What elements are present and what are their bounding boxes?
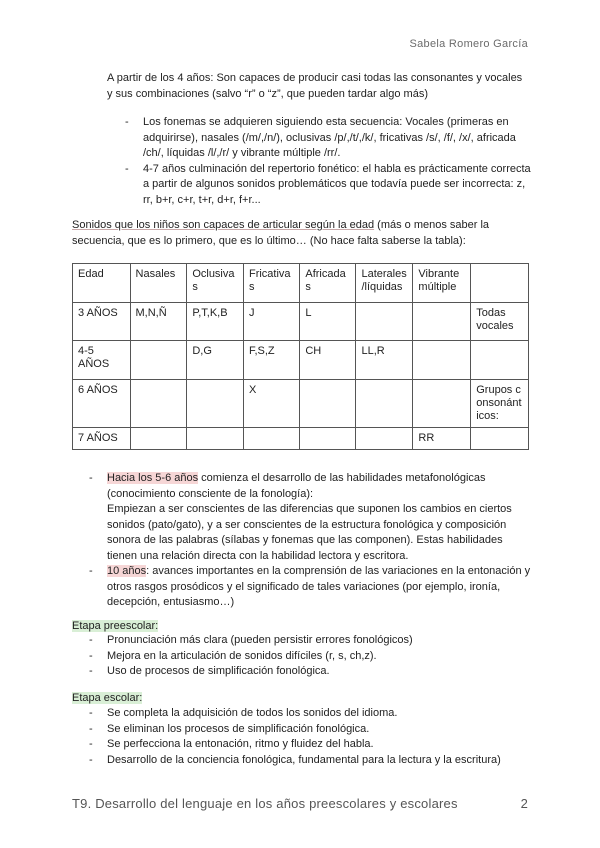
table-cell	[243, 428, 299, 450]
list-item	[107, 564, 532, 611]
table-cell	[471, 428, 529, 450]
sounds-table	[72, 263, 529, 450]
table-row	[73, 341, 529, 380]
header-cell: Laterales /líquidas	[356, 264, 413, 303]
school-list	[107, 706, 527, 768]
list-item: - Pronunciación más clara (pueden persistir errores fonológicos)	[107, 633, 527, 649]
list-text: comienza el desarrollo de las habilidades metafonológicas (conocimiento consciente de la fonología):	[107, 472, 486, 500]
table-cell: CH	[300, 341, 356, 380]
preschool-list	[107, 633, 527, 680]
list-text: : avances importantes en la comprensión de las variaciones en la entonación y otros rasgos prosódicos y el significado de tales variaciones (por ejemplo, ironía, decepción, entusiasmo…)	[107, 565, 531, 608]
table-cell	[413, 303, 471, 341]
sounds-section-title	[72, 218, 532, 249]
list-item: - Desarrollo de la conciencia fonológica, fundamental para la lectura y la escritura)	[107, 753, 527, 769]
table-cell: 7 AÑOS	[73, 428, 131, 450]
preschool-title-text: Etapa preescolar:	[72, 620, 159, 632]
table-cell: 4-5 AÑOS	[73, 341, 131, 380]
table-cell: J	[243, 303, 299, 341]
table-cell	[130, 380, 187, 428]
school-title-text: Etapa escolar:	[72, 692, 143, 704]
list-item: - Se perfecciona la entonación, ritmo y fluidez del habla.	[107, 737, 527, 753]
list-item: - 4-7 años culminación del repertorio fonético: el habla es prácticamente correcta a partir de algunos sonidos problemáticos que todavía puede ser incorrecta: z, rr, b+r, c+r, t+r, d+r, f+r...	[143, 162, 531, 209]
list-item: - Mejora en la articulación de sonidos difíciles (r, s, ch,z).	[107, 649, 527, 665]
footer-title: T9. Desarrollo del lenguaje en los años preescolares y escolares	[72, 796, 458, 811]
metaphonological-list	[107, 471, 532, 611]
list-item: - Se eliminan los procesos de simplificación fonológica.	[107, 722, 527, 738]
page-number: 2	[520, 796, 528, 811]
list-item: - Los fonemas se adquieren siguiendo esta secuencia: Vocales (primeras en adquirirse), nasales (/m/,/n/), oclusivas /p/,/t/,/k/, fricativas /s/, /f/, /x/, africada /ch/, líquidas /l/,/r/ y vibrante múltiple /rr/.	[143, 115, 531, 162]
table-cell: 3 AÑOS	[73, 303, 131, 341]
table-cell: X	[243, 380, 299, 428]
header-cell: Vibrante múltiple	[413, 264, 471, 303]
table-cell	[187, 428, 244, 450]
table-cell	[356, 428, 413, 450]
table-cell: Grupos consonánticos:	[471, 380, 529, 428]
table-cell: D,G	[187, 341, 244, 380]
intro-paragraph: A partir de los 4 años: Son capaces de producir casi todas las consonantes y vocales y sus combinaciones (salvo “r” o “z”, que pueden tardar algo más)	[107, 72, 523, 100]
table-cell	[130, 341, 187, 380]
table-cell	[187, 380, 244, 428]
table-cell: L	[300, 303, 356, 341]
table-row	[73, 380, 529, 428]
table-cell: M,N,Ñ	[130, 303, 187, 341]
table-cell: F,S,Z	[243, 341, 299, 380]
list-item: - Uso de procesos de simplificación fonológica.	[107, 664, 527, 680]
age-highlight: Hacia los 5-6 años	[107, 472, 199, 484]
page-footer	[72, 796, 528, 811]
header-cell: Nasales	[130, 264, 187, 303]
header-cell: Fricativas	[243, 264, 299, 303]
table-header-row	[73, 264, 529, 303]
table-cell: P,T,K,B	[187, 303, 244, 341]
author-header: Sabela Romero García	[409, 38, 528, 50]
table-cell	[356, 380, 413, 428]
table-cell: RR	[413, 428, 471, 450]
school-title	[72, 691, 142, 707]
table-row	[73, 303, 529, 341]
table-cell	[130, 428, 187, 450]
table-cell	[471, 341, 529, 380]
header-cell: Oclusivas	[187, 264, 244, 303]
sounds-note: (más o menos saber la secuencia, que es lo primero, que es lo último… (No hace falta saberse la tabla):	[72, 219, 490, 247]
list-text: Empiezan a ser conscientes de las diferencias que suponen los cambios en ciertos sonidos (pato/gato), y a ser conscientes de la estructura fonológica y composición sonora de las palabras (sílabas y fonemas que las componen). Estas habilidades tienen una relación directa con la habilidad lectora y escritora.	[107, 503, 512, 562]
table-cell: Todas vocales	[471, 303, 529, 341]
list-item: - Se completa la adquisición de todos los sonidos del idioma.	[107, 706, 527, 722]
table-row	[73, 428, 529, 450]
table-cell	[300, 380, 356, 428]
table-cell	[300, 428, 356, 450]
table-cell	[413, 341, 471, 380]
header-cell: Edad	[73, 264, 131, 303]
header-cell	[471, 264, 529, 303]
table-cell: 6 AÑOS	[73, 380, 131, 428]
table-cell	[356, 303, 413, 341]
table-cell	[413, 380, 471, 428]
phoneme-list	[143, 115, 531, 208]
header-cell: Africadas	[300, 264, 356, 303]
table-cell: LL,R	[356, 341, 413, 380]
sounds-title: Sonidos que los niños son capaces de articular según la edad	[72, 219, 375, 231]
age-highlight: 10 años	[107, 565, 147, 577]
list-item	[107, 471, 532, 564]
